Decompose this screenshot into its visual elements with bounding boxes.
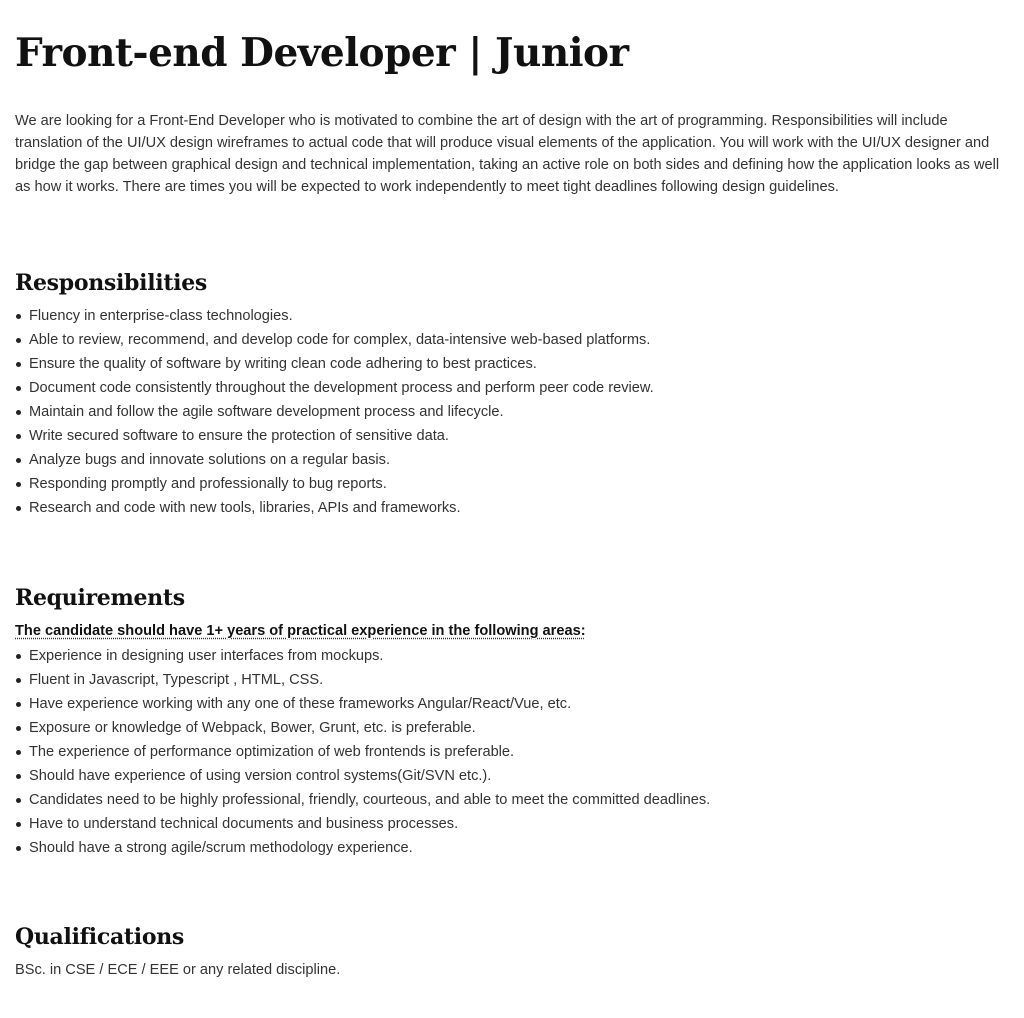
requirements-subheading: The candidate should have 1+ years of practical experience in the following areas: (15, 623, 586, 639)
list-item: Analyze bugs and innovate solutions on a regular basis. (15, 448, 654, 472)
list-item: Research and code with new tools, libraries, APIs and frameworks. (15, 496, 654, 520)
list-item: Have experience working with any one of these frameworks Angular/React/Vue, etc. (15, 692, 710, 716)
list-item: Candidates need to be highly professional, friendly, courteous, and able to meet the committed deadlines. (15, 788, 710, 812)
list-item: Maintain and follow the agile software development process and lifecycle. (15, 400, 654, 424)
responsibilities-list (15, 304, 654, 520)
requirements-list (15, 644, 710, 860)
list-item: Responding promptly and professionally to bug reports. (15, 472, 654, 496)
list-item: Document code consistently throughout the development process and perform peer code review. (15, 376, 654, 400)
responsibilities-heading: Responsibilities (15, 270, 208, 296)
list-item: Experience in designing user interfaces from mockups. (15, 644, 710, 668)
list-item: Exposure or knowledge of Webpack, Bower, Grunt, etc. is preferable. (15, 716, 710, 740)
list-item: Able to review, recommend, and develop code for complex, data-intensive web-based platforms. (15, 328, 654, 352)
list-item: The experience of performance optimization of web frontends is preferable. (15, 740, 710, 764)
list-item: Write secured software to ensure the protection of sensitive data. (15, 424, 654, 448)
qualifications-heading: Qualifications (15, 924, 184, 950)
list-item: Should have experience of using version control systems(Git/SVN etc.). (15, 764, 710, 788)
list-item: Ensure the quality of software by writing clean code adhering to best practices. (15, 352, 654, 376)
requirements-heading: Requirements (15, 585, 185, 611)
page-title: Front-end Developer | Junior (15, 30, 629, 76)
job-description: We are looking for a Front-End Developer who is motivated to combine the art of design with the art of programming. Responsibilities will include translation of the UI/UX design wireframes to actual code that will produce visual elements of the application. You will work with the UI/UX designer and bridge the gap between graphical design and technical implementation, taking an active role on both sides and defining how the application looks as well as how it works. There are times you will be expected to work independently to meet tight deadlines following design guidelines. (15, 113, 1000, 195)
list-item: Have to understand technical documents and business processes. (15, 812, 710, 836)
list-item: Should have a strong agile/scrum methodology experience. (15, 836, 710, 860)
list-item: Fluency in enterprise-class technologies. (15, 304, 654, 328)
qualifications-text: BSc. in CSE / ECE / EEE or any related discipline. (15, 962, 341, 978)
list-item: Fluent in Javascript, Typescript , HTML, CSS. (15, 668, 710, 692)
